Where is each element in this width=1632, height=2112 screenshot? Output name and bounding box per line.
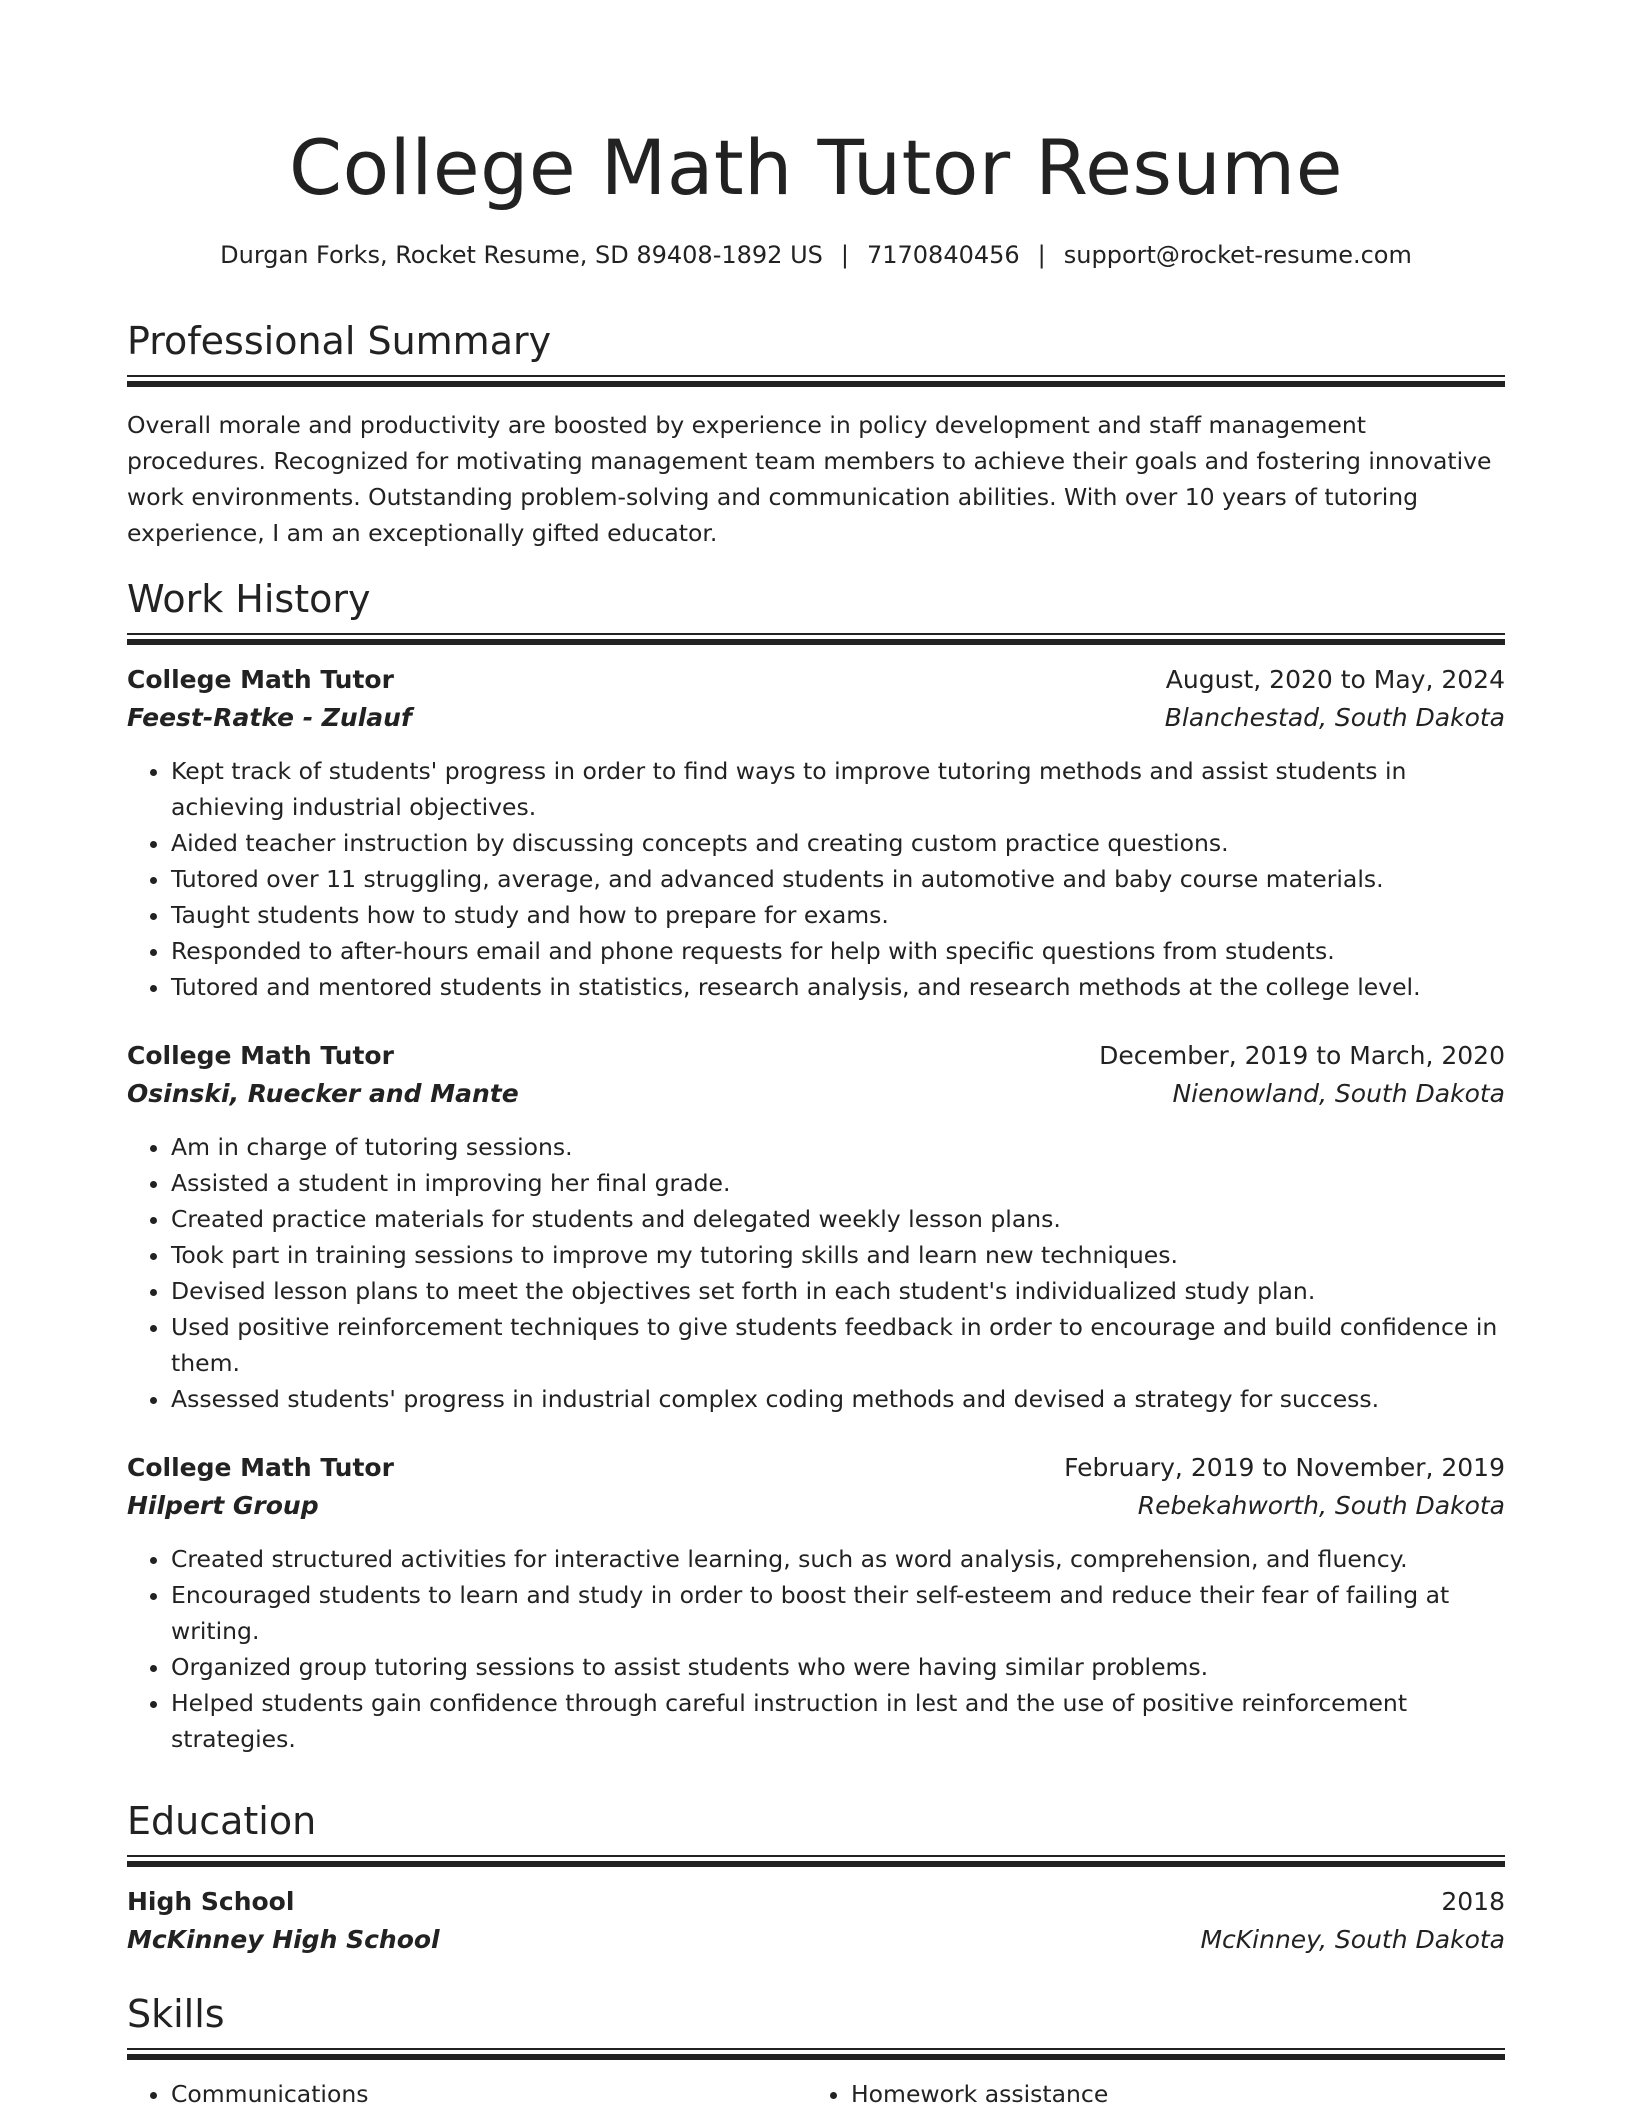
job-location: Nienowland, South Dakota bbox=[1172, 1079, 1505, 1108]
education-year: 2018 bbox=[1441, 1887, 1505, 1916]
contact-address: Durgan Forks, Rocket Resume, SD 89408-1892 US bbox=[220, 241, 823, 269]
job-location: Rebekahworth, South Dakota bbox=[1137, 1491, 1505, 1520]
education-entry bbox=[127, 1883, 1505, 1959]
job-company: Osinski, Ruecker and Mante bbox=[127, 1079, 519, 1108]
section-heading-education: Education bbox=[127, 1799, 317, 1843]
list-item: • Created structured activities for interactive learning, such as word analysis, comprehension, and fluency. bbox=[171, 1541, 1505, 1577]
list-item: • Devised lesson plans to meet the objectives set forth in each student's individualized study plan. bbox=[171, 1273, 1505, 1309]
list-item: • Organized group tutoring sessions to assist students who were having similar problems. bbox=[171, 1649, 1505, 1685]
job-bullets bbox=[127, 1541, 1505, 1757]
list-item: • Encouraged students to learn and study in order to boost their self-esteem and reduce their fear of failing at writing. bbox=[171, 1577, 1505, 1649]
section-divider bbox=[127, 1855, 1505, 1867]
contact-phone: 7170840456 bbox=[866, 241, 1020, 269]
list-item: • Responded to after-hours email and phone requests for help with specific questions from students. bbox=[171, 933, 1505, 969]
list-item: • Aided teacher instruction by discussing concepts and creating custom practice questions. bbox=[171, 825, 1505, 861]
job-company: Feest-Ratke - Zulauf bbox=[127, 703, 412, 732]
list-item: • Took part in training sessions to improve my tutoring skills and learn new techniques. bbox=[171, 1237, 1505, 1273]
job-company: Hilpert Group bbox=[127, 1491, 319, 1520]
section-heading-work-history: Work History bbox=[127, 577, 371, 621]
section-divider bbox=[127, 2048, 1505, 2060]
contact-separator: | bbox=[840, 241, 849, 269]
contact-email: support@rocket-resume.com bbox=[1063, 241, 1412, 269]
job-dates: February, 2019 to November, 2019 bbox=[1064, 1453, 1505, 1482]
job-entry bbox=[127, 1037, 1505, 1417]
job-entry bbox=[127, 1449, 1505, 1757]
list-item: • Assessed students' progress in industrial complex coding methods and devised a strategy for success. bbox=[171, 1381, 1505, 1417]
list-item: • Communications bbox=[171, 2076, 368, 2112]
skills-column bbox=[807, 2076, 1108, 2112]
list-item: • Tutored over 11 struggling, average, and advanced students in automotive and baby course materials. bbox=[171, 861, 1505, 897]
section-divider bbox=[127, 375, 1505, 387]
list-item: • Am in charge of tutoring sessions. bbox=[171, 1129, 1505, 1165]
list-item: • Kept track of students' progress in order to find ways to improve tutoring methods and assist students in achieving industrial objectives. bbox=[171, 753, 1505, 825]
summary-text: Overall morale and productivity are boosted by experience in policy development and staff management procedures. Recognized for motivating management team members to achieve their goals and fostering innovative work environments. Outstanding problem-solving and communication abilities. With over 10 years of tutoring experience, I am an exceptionally gifted educator. bbox=[127, 411, 1492, 547]
job-entry bbox=[127, 661, 1505, 1005]
job-title: College Math Tutor bbox=[127, 665, 394, 694]
education-degree: High School bbox=[127, 1887, 295, 1916]
job-title: College Math Tutor bbox=[127, 1041, 394, 1070]
list-item: • Tutored and mentored students in statistics, research analysis, and research methods at the college level. bbox=[171, 969, 1505, 1005]
job-dates: December, 2019 to March, 2020 bbox=[1099, 1041, 1505, 1070]
list-item: • Assisted a student in improving her final grade. bbox=[171, 1165, 1505, 1201]
list-item: • Homework assistance bbox=[851, 2076, 1108, 2112]
skills-column bbox=[127, 2076, 368, 2112]
job-dates: August, 2020 to May, 2024 bbox=[1165, 665, 1505, 694]
contact-line bbox=[127, 238, 1505, 272]
list-item: • Taught students how to study and how to prepare for exams. bbox=[171, 897, 1505, 933]
job-location: Blanchestad, South Dakota bbox=[1164, 703, 1505, 732]
job-title: College Math Tutor bbox=[127, 1453, 394, 1482]
contact-separator: | bbox=[1037, 241, 1046, 269]
list-item: • Helped students gain confidence through careful instruction in lest and the use of positive reinforcement strategies. bbox=[171, 1685, 1505, 1757]
job-bullets bbox=[127, 1129, 1505, 1417]
list-item: • Created practice materials for students and delegated weekly lesson plans. bbox=[171, 1201, 1505, 1237]
section-heading-skills: Skills bbox=[127, 1992, 225, 2036]
education-location: McKinney, South Dakota bbox=[1200, 1925, 1505, 1954]
section-heading-summary: Professional Summary bbox=[127, 319, 552, 363]
resume-title: College Math Tutor Resume bbox=[289, 123, 1343, 212]
list-item: • Used positive reinforcement techniques to give students feedback in order to encourage and build confidence in them. bbox=[171, 1309, 1505, 1381]
job-bullets bbox=[127, 753, 1505, 1005]
education-school: McKinney High School bbox=[127, 1925, 440, 1954]
section-divider bbox=[127, 633, 1505, 645]
